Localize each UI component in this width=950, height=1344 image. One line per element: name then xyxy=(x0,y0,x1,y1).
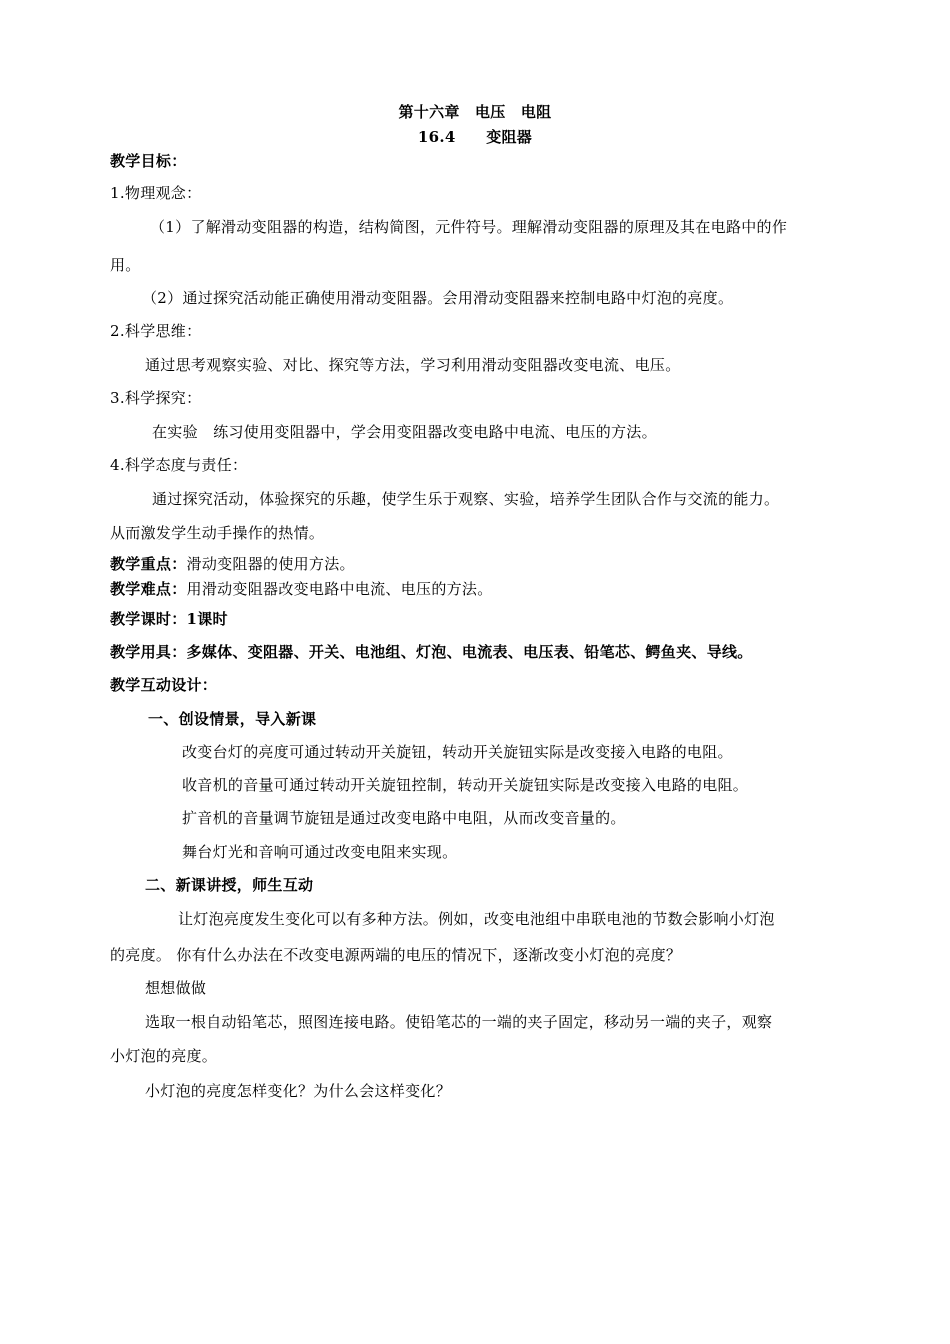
part-1-line: 收音机的音量可通过转动开关旋钮控制，转动开关旋钮实际是改变接入电路的电阻。 xyxy=(182,776,749,794)
teaching-tools: 教学用具：多媒体、变阻器、开关、电池组、灯泡、电流表、电压表、铅笔芯、鳄鱼夹、导线。 xyxy=(110,643,753,661)
objective-1-para-2: （2）通过探究活动能正确使用滑动变阻器。会用滑动变阻器来控制电路中灯泡的亮度。 xyxy=(142,289,734,307)
difficulty-text: 用滑动变阻器改变电路中电流、电压的方法。 xyxy=(186,580,493,598)
objective-2-text: 通过思考观察实验、对比、探究等方法，学习利用滑动变阻器改变电流、电压。 xyxy=(145,356,681,374)
difficulty-label: 教学难点： xyxy=(110,580,187,598)
objective-4-line-2: 从而激发学生动手操作的热情。 xyxy=(110,524,325,542)
objectives-heading: 教学目标： xyxy=(110,152,187,170)
objective-3-heading: 3.科学探究： xyxy=(110,389,202,407)
key-point xyxy=(110,554,355,574)
part-1-line: 扩音机的音量调节旋钮是通过改变电路中电阻，从而改变音量的。 xyxy=(182,809,626,827)
key-point-text: 滑动变阻器的使用方法。 xyxy=(186,555,355,573)
chapter-title: 第十六章 电压 电阻 xyxy=(398,103,552,121)
section-title: 16.4 变阻器 xyxy=(417,128,533,146)
objective-1-para-1-line-2: 用。 xyxy=(110,256,141,274)
objective-4-heading: 4.科学态度与责任： xyxy=(110,456,248,474)
part-2-heading: 二、新课讲授，师生互动 xyxy=(145,876,314,894)
part-2-para-1-line-1: 让灯泡亮度发生变化可以有多种方法。例如，改变电池组中串联电池的节数会影响小灯泡 xyxy=(178,910,775,928)
difficulty xyxy=(110,579,493,599)
objective-1-para-1-line-1: （1）了解滑动变阻器的构造，结构简图，元件符号。理解滑动变阻器的原理及其在电路中的作 xyxy=(150,218,788,236)
part-2-para-2-line-2: 小灯泡的亮度。 xyxy=(110,1047,218,1065)
objective-3-text: 在实验 练习使用变阻器中，学会用变阻器改变电路中电流、电压的方法。 xyxy=(152,423,657,441)
part-2-para-2-line-1: 选取一根自动铅笔芯，照图连接电路。使铅笔芯的一端的夹子固定，移动另一端的夹子，观察 xyxy=(145,1013,773,1031)
part-2-question: 小灯泡的亮度怎样变化？为什么会这样变化？ xyxy=(145,1082,452,1100)
think-and-do: 想想做做 xyxy=(145,979,207,997)
objective-1-heading: 1.物理观念： xyxy=(110,184,202,202)
design-heading: 教学互动设计： xyxy=(110,676,218,694)
key-point-label: 教学重点： xyxy=(110,555,187,573)
objective-2-heading: 2.科学思维： xyxy=(110,322,202,340)
part-2-para-1-line-2: 的亮度。 你有什么办法在不改变电源两端的电压的情况下，逐渐改变小灯泡的亮度？ xyxy=(110,946,682,964)
part-1-heading: 一、创设情景，导入新课 xyxy=(148,710,317,728)
objective-4-line-1: 通过探究活动，体验探究的乐趣，使学生乐于观察、实验，培养学生团队合作与交流的能力。 xyxy=(152,490,780,508)
class-hours: 教学课时：1课时 xyxy=(110,610,228,628)
part-1-line: 改变台灯的亮度可通过转动开关旋钮，转动开关旋钮实际是改变接入电路的电阻。 xyxy=(182,743,733,761)
part-1-line: 舞台灯光和音响可通过改变电阻来实现。 xyxy=(182,843,458,861)
